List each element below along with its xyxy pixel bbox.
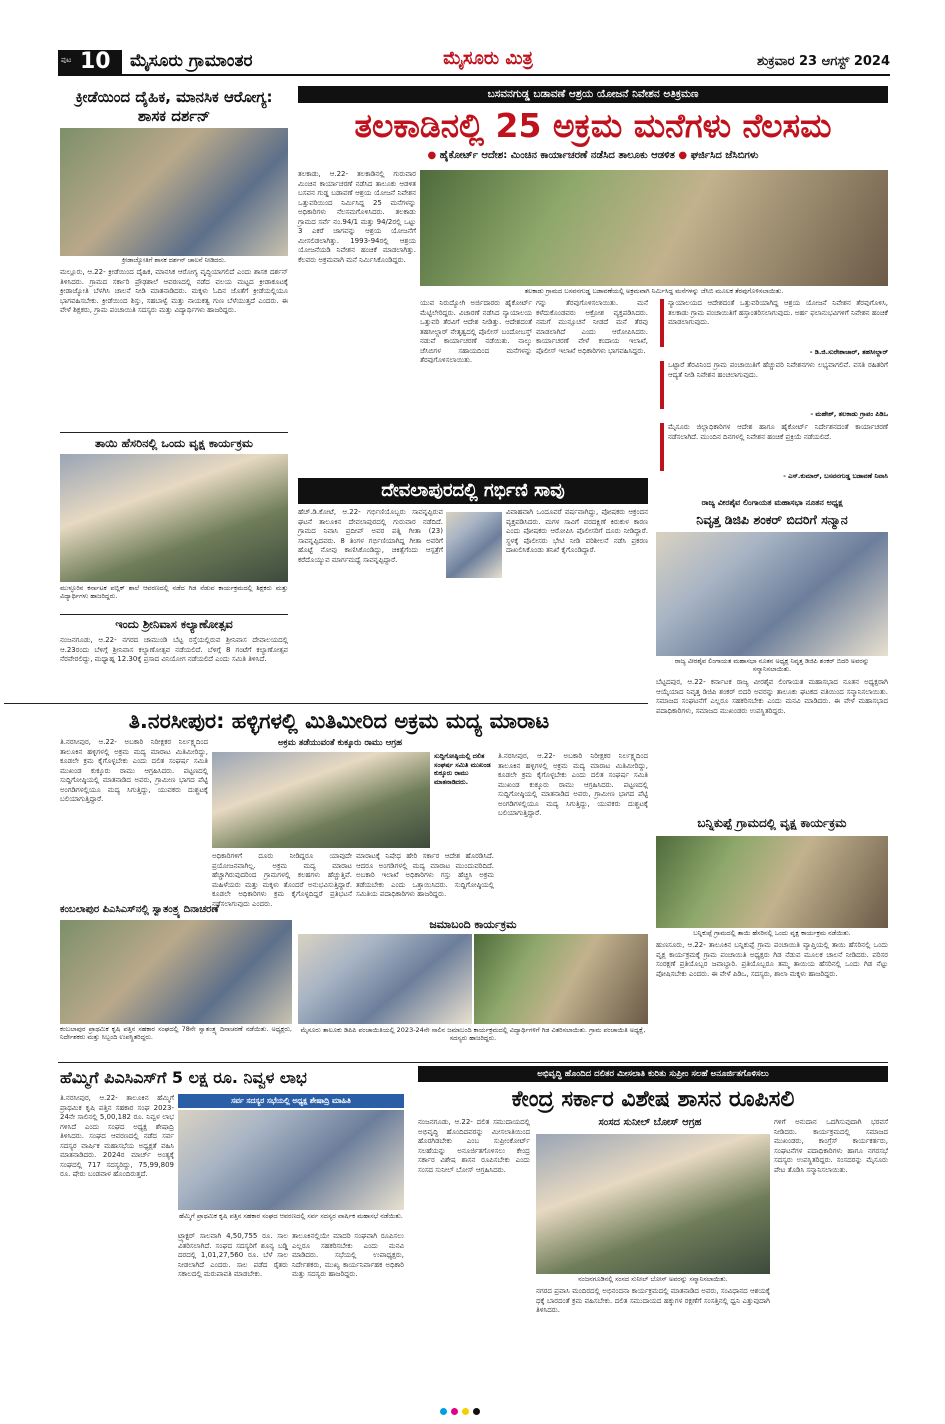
photo-demolition bbox=[420, 170, 888, 286]
headline-srinivasa: ಇಂದು ಶ್ರೀನಿವಾಸ ಕಲ್ಯಾಣೋತ್ಸವ bbox=[115, 617, 233, 631]
masthead bbox=[58, 48, 890, 76]
kicker-main: ಬಸವನಗುಡ್ಡ ಬಡಾವಣೆ ಆಶ್ರಯ ಯೋಜನೆ ನಿವೇಶನ ಅತಿಕ್ರಮಣ bbox=[298, 86, 888, 103]
kicker-sanmana: ರಾಜ್ಯ ವೀರಶೈವ ಲಿಂಗಾಯತ ಮಹಾಸಭಾ ನೂತನ ಅಧ್ಯಕ್ಷ bbox=[701, 498, 843, 507]
body-liquor-3: ಮಾರಾಟಕ್ಕೆ ನಿಷೇಧ ಹೇರಿ ಸರ್ಕಾರ ಆದೇಶ ಹೊರಡಿಸಿದೆ. ಆದರೂ ಅಂಗಡಿಗಳಲ್ಲಿ ಮದ್ಯ ಮಾರಾಟ ಮುಂದುವರಿದಿದೆ. ಅಬಕಾರಿ ಇಲಾಖೆ ಅಧಿಕಾರಿಗಳು ಗಸ್ತು ಹೆಚ್ಚಿಸಿ ಅಕ್ರಮ ತಡೆಯಬೇಕು ಎಂದು ಒತ್ತಾಯಿಸಿದರು. ಸುದ್ದಿಗೋಷ್ಠಿಯಲ್ಲಿ ಸಮಿತಿಯ ಪದಾಧಿಕಾರಿಗಳು ಹಾಜರಿದ್ದರು. bbox=[356, 852, 494, 898]
body-main-1: ತಲಕಾಡು, ಆ.22- ತಲಕಾಡಿನಲ್ಲಿ ಗುರುವಾರ ಮಿಂಚಿನ ಕಾರ್ಯಾಚರಣೆ ನಡೆಸಿದ ತಾಲೂಕು ಆಡಳಿತ ಬಸವನ ಗುಡ್ಡ ಬಡಾವಣೆ ಆಶ್ರಯ ಯೋಜನೆ ನಿವೇಶನ ಒತ್ತುವರಿಯಿಂದ ನಿರ್ಮಿಸಿದ್ದ 25 ಮನೆಗಳನ್ನು ಅಧಿಕಾರಿಗಳು ನೆಲಸಮಗೊಳಿಸಿದರು. ತಲಕಾಡು ಗ್ರಾಮದ ಸರ್ವೆ ನಂ.94/1 ಮತ್ತು 94/2ರಲ್ಲಿ ಒಟ್ಟು 3 ಎಕರೆ ಜಾಗವನ್ನು ಆಶ್ರಯ ಯೋಜನೆಗೆ ಮೀಸಲಿಡಲಾಗಿತ್ತು. 1993-94ರಲ್ಲಿ ಆಶ್ರಯ ಯೋಜನೆಯಡಿ ನಿವೇಶನ ಹಂಚಿಕೆ ಮಾಡಲಾಗಿತ್ತು. ಕೆಲವರು ಅಕ್ರಮವಾಗಿ ಮನೆ ನಿರ್ಮಿಸಿಕೊಂಡಿದ್ದರು. bbox=[298, 170, 416, 264]
photo-law bbox=[536, 1134, 770, 1274]
headline-pacs: ಕಂಬಲಾಪುರ ಪಿಎಸಿಎಸ್‌ನಲ್ಲಿ ಸ್ವಾತಂತ್ರ್ಯ ದಿನಾಚರಣೆ bbox=[60, 904, 219, 915]
page-label: ಪುಟ bbox=[61, 56, 72, 64]
body-liquor-1: ತಿ.ನರಸೀಪುರ, ಆ.22- ಅಬಕಾರಿ ನಿರೀಕ್ಷಕರ ನಿರ್ಲಕ್ಷ್ಯದಿಂದ ತಾಲೂಕಿನ ಹಳ್ಳಿಗಳಲ್ಲಿ ಅಕ್ರಮ ಮದ್ಯ ಮಾರಾಟ ಮಿತಿಮೀರಿದ್ದು, ಕೂಡಲೇ ಕ್ರಮ ಕೈಗೊಳ್ಳಬೇಕು ಎಂದು ದಲಿತ ಸಂಘರ್ಷ ಸಮಿತಿ ಮುಖಂಡ ಕುಕ್ಕೂರು ರಾಮು ಆಗ್ರಹಿಸಿದರು. ಪಟ್ಟಣದಲ್ಲಿ ಸುದ್ದಿಗೋಷ್ಠಿಯಲ್ಲಿ ಮಾತನಾಡಿದ ಅವರು, ಗ್ರಾಮೀಣ ಭಾಗದ ಪೆಟ್ಟಿ ಅಂಗಡಿಗಳಲ್ಲಿಯೂ ಮದ್ಯ ಸಿಗುತ್ತಿದ್ದು, ಯುವಕರು ದುಶ್ಚಟಕ್ಕೆ ಬಲಿಯಾಗುತ್ತಿದ್ದಾರೆ. bbox=[60, 738, 208, 803]
photo-jamabandi-1 bbox=[298, 934, 472, 1024]
quote-1-author: - ಡಿ.ಜಿ.ಸುರೇಶಾಚಾರ್, ತಹಸೀಲ್ದಾರ್ bbox=[809, 348, 888, 356]
kicker-law: ಅಭಿವೃದ್ಧಿ ಹೊಂದಿದ ದಲಿತರ ಮೀಸಲಾತಿ ಕುರಿತು ಸುಪ್ರೀಂ ಸಲಹೆ ಅನೂರ್ಜಿತಗೊಳಿಸಲು bbox=[418, 1066, 888, 1082]
page-number: 10 bbox=[80, 49, 111, 74]
side-caption-liquor: ಸುದ್ದಿಗೋಷ್ಠಿಯಲ್ಲಿ ದಲಿತ ಸಂಘರ್ಷ ಸಮಿತಿ ಮುಖಂಡ ಕುಕ್ಕೂರು ರಾಮು ಮಾತನಾಡಿದರು. bbox=[434, 752, 491, 786]
bullet-icon: ● bbox=[427, 150, 440, 161]
headline-law: ಕೇಂದ್ರ ಸರ್ಕಾರ ವಿಶೇಷ ಶಾಸನ ರೂಪಿಸಲಿ bbox=[511, 1087, 795, 1112]
bullet-icon: ● bbox=[678, 150, 691, 161]
body-srinivasa: ನಂಜನಗೂಡು, ಆ.22- ನಗರದ ಚಾಮುಂಡಿ ಬೆಟ್ಟ ರಸ್ತೆಯಲ್ಲಿರುವ ಶ್ರೀನಿವಾಸ ದೇವಾಲಯದಲ್ಲಿ ಆ.23ರಂದು ಬೆಳಿಗ್ಗೆ ಶ್ರೀನಿವಾಸ ಕಲ್ಯಾಣೋತ್ಸವ ನಡೆಯಲಿದೆ. ಬೆಳಿಗ್ಗೆ 8 ಗಂಟೆಗೆ ಕಲ್ಯಾಣೋತ್ಸವ ನೆರವೇರಲಿದ್ದು, ಮಧ್ಯಾಹ್ನ 12.30ಕ್ಕೆ ಪ್ರಸಾದ ವಿನಿಯೋಗ ನಡೆಯಲಿದೆ ಎಂದು ಸಮಿತಿ ತಿಳಿಸಿದೆ. bbox=[60, 636, 288, 663]
issue-date: ಶುಕ್ರವಾರ 23 ಆಗಸ್ಟ್ 2024 bbox=[757, 54, 890, 69]
photo-deceased bbox=[446, 512, 502, 578]
subhead-main-2: ಘರ್ಜಿಸಿದ ಜೆಸಿಬಿಗಳು bbox=[690, 150, 759, 161]
photo-jamabandi-2 bbox=[474, 934, 648, 1024]
body-liquor-4: ತಿ.ನರಸೀಪುರ, ಆ.22- ಅಬಕಾರಿ ನಿರೀಕ್ಷಕರ ನಿರ್ಲಕ್ಷ್ಯದಿಂದ ತಾಲೂಕಿನ ಹಳ್ಳಿಗಳಲ್ಲಿ ಅಕ್ರಮ ಮದ್ಯ ಮಾರಾಟ ಮಿತಿಮೀರಿದ್ದು, ಕೂಡಲೇ ಕ್ರಮ ಕೈಗೊಳ್ಳಬೇಕು ಎಂದು ದಲಿತ ಸಂಘರ್ಷ ಸಮಿತಿ ಮುಖಂಡ ಕುಕ್ಕೂರು ರಾಮು ಆಗ್ರಹಿಸಿದರು. ಪಟ್ಟಣದಲ್ಲಿ ಸುದ್ದಿಗೋಷ್ಠಿಯಲ್ಲಿ ಮಾತನಾಡಿದ ಅವರು, ಗ್ರಾಮೀಣ ಭಾಗದ ಪೆಟ್ಟಿ ಅಂಗಡಿಗಳಲ್ಲಿಯೂ ಮದ್ಯ ಸಿಗುತ್ತಿದ್ದು, ಯುವಕರು ದುಶ್ಚಟಕ್ಕೆ ಬಲಿಯಾಗುತ್ತಿದ್ದಾರೆ. bbox=[498, 752, 648, 817]
caption-main: ತಲಕಾಡು ಗ್ರಾಮದ ಬಸವನಗುಡ್ಡ ಬಡಾವಣೆಯಲ್ಲಿ ಅಕ್ರಮವಾಗಿ ನಿರ್ಮಿಸಿದ್ದ ಮನೆಗಳನ್ನು ಜೆಸಿಬಿ ಮೂಲಕ ತೆರವುಗೊಳಿಸಲಾಯಿತು. bbox=[420, 287, 888, 297]
registration-marks bbox=[440, 1408, 500, 1416]
photo-press-meet bbox=[212, 752, 430, 848]
caption-tree: ಮುಳ್ಳೂರಿನ ಕರ್ನಾಟಕ ಪಬ್ಲಿಕ್ ಶಾಲೆ ಆವರಣದಲ್ಲಿ ನಡೆದ ಗಿಡ ನೆಡುವ ಕಾರ್ಯಕ್ರಮದಲ್ಲಿ ಶಿಕ್ಷಕರು ಮತ್ತು ವಿದ್ಯಾರ್ಥಿಗಳು ಹಾಜರಿದ್ದರು. bbox=[60, 584, 288, 612]
photo-pacs bbox=[60, 920, 292, 1024]
photo-sanmana bbox=[656, 532, 888, 656]
headline-death: ದೇವಲಾಪುರದಲ್ಲಿ ಗರ್ಭಿಣಿ ಸಾವು bbox=[298, 478, 648, 504]
divider bbox=[4, 703, 648, 704]
body-law-2: ನಗರದ ಪ್ರವಾಸಿ ಮಂದಿರದಲ್ಲಿ ಅಭಿನಂದನಾ ಕಾರ್ಯಕ್ರಮದಲ್ಲಿ ಮಾತನಾಡಿದ ಅವರು, ಸಂವಿಧಾನದ ಆಶಯಕ್ಕೆ ಧಕ್ಕೆ ಬಾರದಂತೆ ಕ್ರಮ ವಹಿಸಬೇಕು. ದಲಿತ ಸಮುದಾಯದ ಹಕ್ಕುಗಳ ರಕ್ಷಣೆಗೆ ಸಂಸತ್ತಿನಲ್ಲಿ ಧ್ವನಿ ಎತ್ತುವುದಾಗಿ ತಿಳಿಸಿದರು. bbox=[536, 1287, 770, 1314]
body-main-3: ಗನ್ನು ತೆರವುಗೊಳಿಸಲಾಯಿತು. ಮನೆ ಕಳೆದುಕೊಂಡವರು ಆಕ್ರೋಶ ವ್ಯಕ್ತಪಡಿಸಿದರು. ನಮಗೆ ಮುನ್ಸೂಚನೆ ನೀಡದೆ ಮನೆ ತೆರವು ಮಾಡಲಾಗಿದೆ ಎಂದು ಆರೋಪಿಸಿದರು. ಕಾರ್ಯಾಚರಣೆ ವೇಳೆ ಕಂದಾಯ ಇಲಾಖೆ, ಪೊಲೀಸ್ ಇಲಾಖೆ ಅಧಿಕಾರಿಗಳು ಭಾಗವಹಿಸಿದ್ದರು. bbox=[536, 299, 648, 355]
body-sports: ಮಲ್ಲೂರು, ಆ.22- ಕ್ರೀಡೆಯಿಂದ ದೈಹಿಕ, ಮಾನಸಿಕ ಆರೋಗ್ಯ ವೃದ್ಧಿಯಾಗಲಿದೆ ಎಂದು ಶಾಸಕ ದರ್ಶನ್ ತಿಳಿಸಿದರು. ಗ್ರಾಮದ ಸರ್ಕಾರಿ ಪ್ರೌಢಶಾಲೆ ಆವರಣದಲ್ಲಿ ನಡೆದ ವಲಯ ಮಟ್ಟದ ಕ್ರೀಡಾಕೂಟಕ್ಕೆ ಕ್ರೀಡಾಜ್ಯೋತಿ ಬೆಳಗಿಸಿ ಚಾಲನೆ ನೀಡಿ ಮಾತನಾಡಿದರು. ಮಕ್ಕಳು ಓದಿನ ಜೊತೆಗೆ ಕ್ರೀಡೆಯಲ್ಲಿಯೂ ಭಾಗವಹಿಸಬೇಕು. ಕ್ರೀಡೆಯಿಂದ ಶಿಸ್ತು, ಸಹಬಾಳ್ವೆ ಮತ್ತು ನಾಯಕತ್ವ ಗುಣ ಬೆಳೆಯುತ್ತದೆ ಎಂದರು. ಈ ವೇಳೆ ಶಿಕ್ಷಕರು, ಗ್ರಾಮ ಪಂಚಾಯಿತಿ ಸದಸ್ಯರು ಮತ್ತು ವಿದ್ಯಾರ್ಥಿಗಳು ಹಾಜರಿದ್ದರು. bbox=[60, 268, 288, 314]
photo-tree bbox=[60, 454, 288, 582]
body-law-1: ನಂಜನಗೂಡು, ಆ.22- ದಲಿತ ಸಮುದಾಯದಲ್ಲಿ ಅಭಿವೃದ್ಧಿ ಹೊಂದಿದವರನ್ನು ಮೀಸಲಾತಿಯಿಂದ ಹೊರಗಿಡಬೇಕು ಎಂಬ ಸುಪ್ರೀಂಕೋರ್ಟ್ ಸಲಹೆಯನ್ನು ಅನೂರ್ಜಿತಗೊಳಿಸಲು ಕೇಂದ್ರ ಸರ್ಕಾರ ವಿಶೇಷ ಶಾಸನ ರೂಪಿಸಬೇಕು ಎಂದು ಸಂಸದ ಸುನೀಲ್ ಬೋಸ್ ಆಗ್ರಹಿಸಿದರು. bbox=[418, 1118, 530, 1174]
caption-jamabandi: ಮೈಸೂರು ತಾಲೂಕು ಡಿಪಿಪಿ ಪಂಚಾಯಿತಿಯಲ್ಲಿ 2023-24ನೇ ಸಾಲಿನ ಜಮಾಬಂದಿ ಕಾರ್ಯಕ್ರಮದಲ್ಲಿ ವಿದ್ಯಾರ್ಥಿಗಳಿಗೆ ಗಿಡ ವಿತರಿಸಲಾಯಿತು. ಗ್ರಾಮ ಪಂಚಾಯಿತಿ ಅಧ್ಯಕ್ಷೆ, ಸದಸ್ಯರು ಹಾಜರಿದ್ದರು. bbox=[298, 1026, 648, 1054]
headline-sanmana: ನಿವೃತ್ತ ಡಿಜಿಪಿ ಶಂಕರ್ ಬಿದರಿಗೆ ಸನ್ಮಾನ bbox=[696, 512, 848, 527]
headline-main: ತಲಕಾಡಿನಲ್ಲಿ 25 ಅಕ್ರಮ ಮನೆಗಳು ನೆಲಸಮ bbox=[354, 106, 832, 145]
headline-tree: ತಾಯಿ ಹೆಸರಿನಲ್ಲಿ ಒಂದು ವೃಕ್ಷ ಕಾರ್ಯಕ್ರಮ bbox=[95, 436, 253, 450]
quote-3-author: - ಎಸ್.ಕುಮಾರ್, ಬಸವನಗುಡ್ಡ ಬಡಾವಣೆ ನಿವಾಸಿ bbox=[783, 472, 888, 480]
caption-sanmana: ರಾಜ್ಯ ವೀರಶೈವ ಲಿಂಗಾಯತ ಮಹಾಸಭಾ ನೂತನ ಅಧ್ಯಕ್ಷ ನಿವೃತ್ತ ಡಿಜಿಪಿ ಶಂಕರ್ ಬಿದರಿ ಅವರನ್ನು ಸನ್ಮಾನಿಸಲಾಯಿತು. bbox=[656, 657, 888, 675]
body-profit-3: ತಾಲೂಕಿನಲ್ಲಿಯೇ ಮಾದರಿ ಸಂಘವಾಗಿ ರೂಪಿಸಲು ಎಲ್ಲರೂ ಸಹಕರಿಸಬೇಕು ಎಂದು ಮನವಿ ಮಾಡಿದರು. ಸಭೆಯಲ್ಲಿ ಉಪಾಧ್ಯಕ್ಷರು, ನಿರ್ದೇಶಕರು, ಮುಖ್ಯ ಕಾರ್ಯನಿರ್ವಾಹಕ ಅಧಿಕಾರಿ ಮತ್ತು ಸದಸ್ಯರು ಹಾಜರಿದ್ದರು. bbox=[292, 1232, 404, 1278]
quote-1: ನ್ಯಾಯಾಲಯದ ಆದೇಶದಂತೆ ಒತ್ತುವರಿಯಾಗಿದ್ದ ಆಶ್ರಯ ಯೋಜನೆ ನಿವೇಶನ ತೆರವುಗೊಳಿಸಿ, ತಲಕಾಡು ಗ್ರಾಮ ಪಂಚಾಯಿತಿಗೆ ಹಸ್ತಾಂತರಿಸಲಾಗುವುದು. ಅರ್ಹ ಫಲಾನುಭವಿಗಳಿಗೆ ನಿವೇಶನ ಹಂಚಿಕೆ ಮಾಡಲಾಗುವುದು. bbox=[660, 299, 888, 347]
subhead-main-1: ಹೈಕೋರ್ಟ್ ಆದೇಶ: ಮಿಂಚಿನ ಕಾರ್ಯಾಚರಣೆ ನಡೆಸಿದ ತಾಲೂಕು ಆಡಳಿತ bbox=[439, 150, 675, 161]
headline-bannikuppe: ಬನ್ನಿಕುಪ್ಪೆ ಗ್ರಾಮದಲ್ಲಿ ವೃಕ್ಷ ಕಾರ್ಯಕ್ರಮ bbox=[697, 816, 847, 830]
headline-profit: ಹೆಮ್ಮಿಗೆ ಪಿಎಸಿಎಸ್‌ಗೆ 5 ಲಕ್ಷ ರೂ. ನಿವ್ವಳ ಲಾಭ bbox=[60, 1068, 307, 1087]
page-number-badge bbox=[58, 50, 122, 74]
photo-bannikuppe bbox=[656, 836, 888, 928]
body-liquor-2: ಅಧಿಕಾರಿಗಳಿಗೆ ದೂರು ನೀಡಿದ್ದರೂ ಯಾವುದೇ ಪ್ರಯೋಜನವಾಗಿಲ್ಲ. ಅಕ್ರಮ ಮದ್ಯ ಮಾರಾಟ ಹೆಚ್ಚಾಗಿರುವುದರಿಂದ ಗ್ರಾಮಗಳಲ್ಲಿ ಕಲಹಗಳು ಹೆಚ್ಚುತ್ತಿವೆ. ಮಹಿಳೆಯರು ಮತ್ತು ಮಕ್ಕಳು ತೊಂದರೆ ಅನುಭವಿಸುತ್ತಿದ್ದಾರೆ. ಕೂಡಲೇ ಅಧಿಕಾರಿಗಳು ಕ್ರಮ ಕೈಗೊಳ್ಳದಿದ್ದರೆ ಪ್ರತಿಭಟನೆ ನಡೆಸಲಾಗುವುದು ಎಂದರು. bbox=[212, 852, 352, 908]
paper-name: ಮೈಸೂರು ಮಿತ್ರ bbox=[443, 48, 533, 69]
caption-bannikuppe: ಬನ್ನಿಕುಪ್ಪೆ ಗ್ರಾಮದಲ್ಲಿ ತಾಯಿ ಹೆಸರಿನಲ್ಲಿ ಒಂದು ವೃಕ್ಷ ಕಾರ್ಯಕ್ರಮ ನಡೆಯಿತು. bbox=[656, 929, 888, 939]
headline-jamabandi: ಜಮಾಬಂದಿ ಕಾರ್ಯಕ್ರಮ bbox=[429, 918, 517, 931]
quote-2-author: - ಮಹೇಶ್, ತಲಕಾಡು ಗ್ರಾಪಂ ಪಿಡಿಒ bbox=[810, 410, 888, 418]
body-sanmana: ಬೆಟ್ಟದಪುರ, ಆ.22- ಕರ್ನಾಟಕ ರಾಜ್ಯ ವೀರಶೈವ ಲಿಂಗಾಯತ ಮಹಾಸಭಾದ ನೂತನ ಅಧ್ಯಕ್ಷರಾಗಿ ಆಯ್ಕೆಯಾದ ನಿವೃತ್ತ ಡಿಜಿಪಿ ಶಂಕರ್ ಬಿದರಿ ಅವರನ್ನು ತಾಲೂಕು ಘಟಕದ ವತಿಯಿಂದ ಸನ್ಮಾನಿಸಲಾಯಿತು. ಸಮಾಜದ ಸಂಘಟನೆಗೆ ಎಲ್ಲರೂ ಸಹಕರಿಸಬೇಕು ಎಂದು ಮನವಿ ಮಾಡಿದರು. ಈ ವೇಳೆ ಮಹಾಸಭಾದ ಪದಾಧಿಕಾರಿಗಳು, ಸಮಾಜದ ಮುಖಂಡರು ಉಪಸ್ಥಿತರಿದ್ದರು. bbox=[656, 678, 888, 715]
quote-2: ಒಟ್ಟಾರೆ ತೆರವಿನಿಂದ ಗ್ರಾಮ ಪಂಚಾಯಿತಿಗೆ ಹೆಚ್ಚುವರಿ ನಿವೇಶನಗಳು ಲಭ್ಯವಾಗಲಿವೆ. ವಸತಿ ರಹಿತರಿಗೆ ಆದ್ಯತೆ ನೀಡಿ ನಿವೇಶನ ಹಂಚಲಾಗುವುದು. bbox=[660, 361, 888, 409]
body-death-2: ವಿವಾಹವಾಗಿ ಒಂದೂವರೆ ವರ್ಷವಾಗಿದ್ದು, ಪೋಷಕರು ಆಕ್ರಂದನ ವ್ಯಕ್ತಪಡಿಸಿದರು. ಮಗಳ ಸಾವಿಗೆ ವರದಕ್ಷಿಣೆ ಕಿರುಕುಳ ಕಾರಣ ಎಂದು ಪೋಷಕರು ಆರೋಪಿಸಿ ಪೊಲೀಸರಿಗೆ ದೂರು ನೀಡಿದ್ದಾರೆ. ಸ್ಥಳಕ್ಕೆ ಪೊಲೀಸರು ಭೇಟಿ ನೀಡಿ ಪರಿಶೀಲನೆ ನಡೆಸಿ ಪ್ರಕರಣ ದಾಖಲಿಸಿಕೊಂಡು ತನಿಖೆ ಕೈಗೊಂಡಿದ್ದಾರೆ. bbox=[506, 508, 648, 554]
caption-pacs: ಕಂಬಲಾಪುರ ಪ್ರಾಥಮಿಕ ಕೃಷಿ ಪತ್ತಿನ ಸಹಕಾರ ಸಂಘದಲ್ಲಿ 78ನೇ ಸ್ವಾತಂತ್ರ್ಯ ದಿನಾಚರಣೆ ನಡೆಯಿತು. ಅಧ್ಯಕ್ಷರು, ನಿರ್ದೇಶಕರು ಮತ್ತು ಸಿಬ್ಬಂದಿ ಉಪಸ್ಥಿತರಿದ್ದರು. bbox=[60, 1025, 292, 1059]
photo-profit bbox=[178, 1110, 404, 1210]
caption-sports: ಕ್ರೀಡಾಜ್ಯೋತಿಗೆ ಶಾಸಕ ದರ್ಶನ್ ಚಾಲನೆ ನೀಡಿದರು. bbox=[60, 256, 288, 266]
headline-liquor: ತಿ.ನರಸೀಪುರ: ಹಳ್ಳಿಗಳಲ್ಲಿ ಮಿತಿಮೀರಿದ ಅಕ್ರಮ ಮದ್ಯ ಮಾರಾಟ bbox=[128, 709, 550, 733]
divider bbox=[58, 1062, 888, 1063]
body-profit-2: ಟ್ರ್ಯಾಕ್ಟರ್ ಸಾಲವಾಗಿ 4,50,755 ರೂ. ಸಾಲ ವಿತರಿಸಲಾಗಿದೆ. ಸಂಘದ ಸದಸ್ಯರಿಗೆ ಶೂನ್ಯ ಬಡ್ಡಿ ದರದಲ್ಲಿ 1,01,27,560 ರೂ. ಬೆಳೆ ಸಾಲ ನೀಡಲಾಗಿದೆ ಎಂದರು. ಸಾಲ ಪಡೆದ ರೈತರು ಸಕಾಲದಲ್ಲಿ ಮರುಪಾವತಿ ಮಾಡಬೇಕು. bbox=[178, 1232, 288, 1278]
divider bbox=[60, 432, 288, 433]
subhead-liquor: ಅಕ್ರಮ ತಡೆಯುವಂತೆ ಕುಕ್ಕೂರು ರಾಮು ಆಗ್ರಹ bbox=[277, 738, 403, 748]
body-profit-1: ತಿ.ನರಸೀಪುರ, ಆ.22- ತಾಲೂಕಿನ ಹೆಮ್ಮಿಗೆ ಪ್ರಾಥಮಿಕ ಕೃಷಿ ಪತ್ತಿನ ಸಹಕಾರ ಸಂಘ 2023-24ನೇ ಸಾಲಿನಲ್ಲಿ 5,00,182 ರೂ. ನಿವ್ವಳ ಲಾಭ ಗಳಿಸಿದೆ ಎಂದು ಸಂಘದ ಅಧ್ಯಕ್ಷ ಶೇಷಾದ್ರಿ ತಿಳಿಸಿದರು. ಸಂಘದ ಆವರಣದಲ್ಲಿ ನಡೆದ ಸರ್ವ ಸದಸ್ಯರ ವಾರ್ಷಿಕ ಮಹಾಸಭೆಯ ಅಧ್ಯಕ್ಷತೆ ವಹಿಸಿ ಮಾತನಾಡಿದರು. 2024ರ ಮಾರ್ಚ್ ಅಂತ್ಯಕ್ಕೆ ಸಂಘದಲ್ಲಿ 717 ಸದಸ್ಯರಿದ್ದು, 75,99,809 ರೂ. ಷೇರು ಬಂಡವಾಳ ಹೊಂದಿರುತ್ತದೆ. bbox=[60, 1094, 174, 1178]
body-main-2: ಯುವ ನಿರುದ್ಯೋಗಿ ಅರ್ಜಿದಾರರು ಹೈಕೋರ್ಟ್ ಮೆಟ್ಟಿಲೇರಿದ್ದರು. ವಿಚಾರಣೆ ನಡೆಸಿದ ನ್ಯಾಯಾಲಯ ಒತ್ತುವರಿ ತೆರವಿಗೆ ಆದೇಶ ನೀಡಿತ್ತು. ಆದೇಶದಂತೆ ತಹಸೀಲ್ದಾರ್ ನೇತೃತ್ವದಲ್ಲಿ ಪೊಲೀಸ್ ಬಂದೋಬಸ್ತ್ ನಡುವೆ ಕಾರ್ಯಾಚರಣೆ ನಡೆಯಿತು. ನಾಲ್ಕು ಜೆಸಿಬಿಗಳ ಸಹಾಯದಿಂದ ಮನೆಗಳನ್ನು ತೆರವುಗೊಳಿಸಲಾಯಿತು. bbox=[420, 299, 532, 364]
section-name: ಮೈಸೂರು ಗ್ರಾಮಾಂತರ bbox=[130, 51, 253, 71]
photo-title-profit: ಸರ್ವ ಸದಸ್ಯರ ಸಭೆಯಲ್ಲಿ ಅಧ್ಯಕ್ಷ ಶೇಷಾದ್ರಿ ಮಾಹಿತಿ bbox=[178, 1094, 404, 1108]
photo-sports bbox=[60, 128, 288, 256]
subhead-law: ಸಂಸದ ಸುನೀಲ್ ಬೋಸ್ ಆಗ್ರಹ bbox=[598, 1117, 702, 1128]
body-law-3: ಗಳಿಗೆ ಅನುದಾನ ಒದಗಿಸುವುದಾಗಿ ಭರವಸೆ ನೀಡಿದರು. ಕಾರ್ಯಕ್ರಮದಲ್ಲಿ ಸಮಾಜದ ಮುಖಂಡರು, ಕಾಂಗ್ರೆಸ್ ಕಾರ್ಯಕರ್ತರು, ಸಂಘಟನೆಗಳ ಪದಾಧಿಕಾರಿಗಳು ಹಾಗೂ ನಗರಸಭೆ ಸದಸ್ಯರು ಉಪಸ್ಥಿತರಿದ್ದರು. ಸಂಸದರನ್ನು ಮೈಸೂರು ಪೇಟ ತೊಡಿಸಿ ಸನ್ಮಾನಿಸಲಾಯಿತು. bbox=[774, 1118, 888, 1174]
quotes-box bbox=[652, 299, 888, 492]
subhead-main bbox=[298, 150, 888, 166]
headline-sports: ಕ್ರೀಡೆಯಿಂದ ದೈಹಿಕ, ಮಾನಸಿಕ ಆರೋಗ್ಯ: ಶಾಸಕ ದರ್ಶನ್ bbox=[75, 88, 273, 125]
quote-3: ಮೈಸೂರು ಜಿಲ್ಲಾಧಿಕಾರಿಗಳ ಆದೇಶ ಹಾಗೂ ಹೈಕೋರ್ಟ್ ನಿರ್ದೇಶನದಂತೆ ಕಾರ್ಯಾಚರಣೆ ನಡೆಸಲಾಗಿದೆ. ಮುಂದಿನ ದಿನಗಳಲ್ಲಿ ನಿವೇಶನ ಹಂಚಿಕೆ ಪ್ರಕ್ರಿಯೆ ನಡೆಯಲಿದೆ. bbox=[660, 423, 888, 471]
body-death-1: ಹೆಚ್.ಡಿ.ಕೋಟೆ, ಆ.22- ಗರ್ಭಿಣಿಯೊಬ್ಬರು ಸಾವನ್ನಪ್ಪಿರುವ ಘಟನೆ ತಾಲೂಕಿನ ದೇವಲಾಪುರದಲ್ಲಿ ಗುರುವಾರ ನಡೆದಿದೆ. ಗ್ರಾಮದ ನಿವಾಸಿ ಪ್ರದೀಪ್ ಅವರ ಪತ್ನಿ ಗೀತಾ (23) ಸಾವನ್ನಪ್ಪಿದವರು. 8 ತಿಂಗಳ ಗರ್ಭಿಣಿಯಾಗಿದ್ದ ಗೀತಾ ಅವರಿಗೆ ಹೊಟ್ಟೆ ನೋವು ಕಾಣಿಸಿಕೊಂಡಿದ್ದು, ಚಿಕಿತ್ಸೆಗೆಂದು ಆಸ್ಪತ್ರೆಗೆ ಕರೆದೊಯ್ಯುವ ಮಾರ್ಗಮಧ್ಯೆ ಸಾವನ್ನಪ್ಪಿದ್ದಾರೆ. bbox=[298, 508, 443, 564]
caption-profit: ಹೆಮ್ಮಿಗೆ ಪ್ರಾಥಮಿಕ ಕೃಷಿ ಪತ್ತಿನ ಸಹಕಾರ ಸಂಘದ ಆವರಣದಲ್ಲಿ ಸರ್ವ ಸದಸ್ಯರ ವಾರ್ಷಿಕ ಮಹಾಸಭೆ ನಡೆಯಿತು. bbox=[178, 1212, 404, 1230]
body-bannikuppe: ಹುಣಸೂರು, ಆ.22- ತಾಲೂಕಿನ ಬನ್ನಿಕುಪ್ಪೆ ಗ್ರಾಮ ಪಂಚಾಯಿತಿ ವ್ಯಾಪ್ತಿಯಲ್ಲಿ ತಾಯಿ ಹೆಸರಿನಲ್ಲಿ ಒಂದು ವೃಕ್ಷ ಕಾರ್ಯಕ್ರಮಕ್ಕೆ ಗ್ರಾಮ ಪಂಚಾಯಿತಿ ಅಧ್ಯಕ್ಷರು ಗಿಡ ನೆಡುವ ಮೂಲಕ ಚಾಲನೆ ನೀಡಿದರು. ಪರಿಸರ ಸಂರಕ್ಷಣೆ ಪ್ರತಿಯೊಬ್ಬರ ಜವಾಬ್ದಾರಿ. ಪ್ರತಿಯೊಬ್ಬರೂ ತಮ್ಮ ತಾಯಿಯ ಹೆಸರಿನಲ್ಲಿ ಒಂದು ಗಿಡ ನೆಟ್ಟು ಪೋಷಿಸಬೇಕು ಎಂದರು. ಈ ವೇಳೆ ಪಿಡಿಒ, ಸದಸ್ಯರು, ಶಾಲಾ ಮಕ್ಕಳು ಹಾಜರಿದ್ದರು. bbox=[656, 941, 888, 978]
divider bbox=[60, 614, 288, 615]
caption-law: ನಂಜನಗೂಡಿನಲ್ಲಿ ಸಂಸದ ಸುನೀಲ್ ಬೋಸ್ ಅವರನ್ನು ಸನ್ಮಾನಿಸಲಾಯಿತು. bbox=[536, 1275, 770, 1285]
